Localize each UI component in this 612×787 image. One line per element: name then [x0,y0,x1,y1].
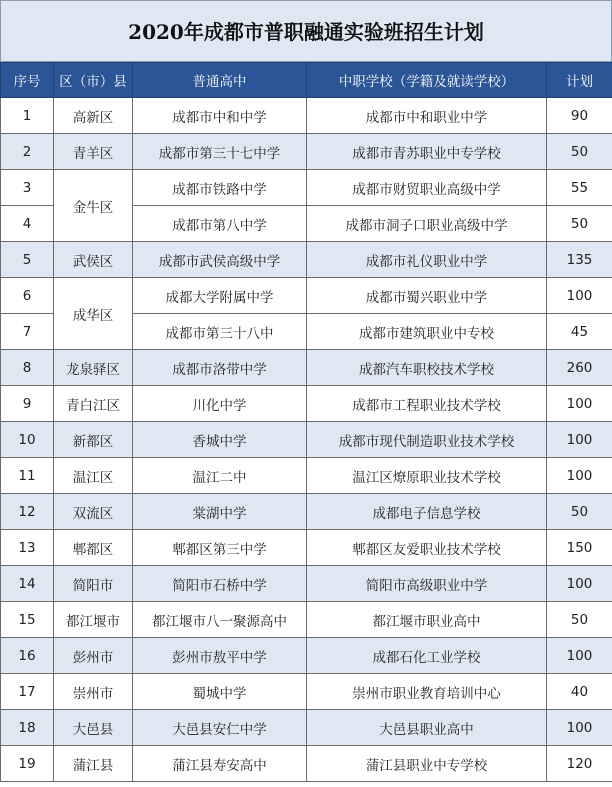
cell-high-school: 都江堰市八一聚源高中 [133,602,307,638]
cell-no: 9 [1,386,54,422]
cell-high-school: 成都市第八中学 [133,206,307,242]
header-row [1,63,612,98]
cell-vocational-school: 成都市蜀兴职业中学 [307,278,547,314]
cell-plan: 50 [547,494,612,530]
table-row [1,602,612,638]
header-vocational-school: 中职学校（学籍及就读学校） [307,63,547,98]
cell-high-school: 成都市洛带中学 [133,350,307,386]
cell-vocational-school: 成都石化工业学校 [307,638,547,674]
table-row [1,350,612,386]
cell-no: 1 [1,98,54,134]
cell-district: 双流区 [54,494,133,530]
cell-district: 成华区 [54,278,133,350]
cell-no: 10 [1,422,54,458]
cell-district: 武侯区 [54,242,133,278]
cell-high-school: 成都市武侯高级中学 [133,242,307,278]
cell-plan: 55 [547,170,612,206]
cell-vocational-school: 成都市财贸职业高级中学 [307,170,547,206]
cell-no: 14 [1,566,54,602]
table-row [1,638,612,674]
cell-vocational-school: 郫都区友爱职业技术学校 [307,530,547,566]
cell-no: 4 [1,206,54,242]
cell-district: 高新区 [54,98,133,134]
cell-no: 7 [1,314,54,350]
cell-high-school: 彭州市敖平中学 [133,638,307,674]
cell-no: 17 [1,674,54,710]
cell-high-school: 成都市第三十八中 [133,314,307,350]
cell-no: 11 [1,458,54,494]
cell-district: 青羊区 [54,134,133,170]
table-row [1,710,612,746]
cell-no: 3 [1,170,54,206]
cell-plan: 45 [547,314,612,350]
cell-no: 16 [1,638,54,674]
cell-plan: 100 [547,566,612,602]
cell-no: 8 [1,350,54,386]
table-row [1,386,612,422]
table-row [1,674,612,710]
cell-plan: 50 [547,206,612,242]
cell-high-school: 川化中学 [133,386,307,422]
header-no: 序号 [1,63,54,98]
cell-district: 蒲江县 [54,746,133,782]
cell-no: 15 [1,602,54,638]
table-row [1,746,612,782]
cell-district: 简阳市 [54,566,133,602]
cell-plan: 40 [547,674,612,710]
cell-vocational-school: 成都市建筑职业中专校 [307,314,547,350]
cell-plan: 135 [547,242,612,278]
cell-vocational-school: 成都市工程职业技术学校 [307,386,547,422]
page-title: 2020年成都市普职融通实验班招生计划 [0,0,612,62]
cell-high-school: 简阳市石桥中学 [133,566,307,602]
cell-district: 崇州市 [54,674,133,710]
cell-district: 温江区 [54,458,133,494]
cell-plan: 100 [547,278,612,314]
cell-district: 新都区 [54,422,133,458]
table-row [1,170,612,206]
cell-district: 都江堰市 [54,602,133,638]
header-district: 区（市）县 [54,63,133,98]
cell-district: 青白江区 [54,386,133,422]
table-row [1,422,612,458]
cell-no: 2 [1,134,54,170]
table-row [1,530,612,566]
cell-plan: 50 [547,602,612,638]
cell-vocational-school: 成都市中和职业中学 [307,98,547,134]
cell-high-school: 蒲江县寿安高中 [133,746,307,782]
cell-plan: 120 [547,746,612,782]
cell-high-school: 香城中学 [133,422,307,458]
cell-district: 彭州市 [54,638,133,674]
cell-plan: 100 [547,458,612,494]
cell-plan: 100 [547,422,612,458]
cell-no: 12 [1,494,54,530]
cell-plan: 100 [547,638,612,674]
cell-plan: 50 [547,134,612,170]
cell-no: 6 [1,278,54,314]
cell-vocational-school: 成都电子信息学校 [307,494,547,530]
cell-plan: 100 [547,710,612,746]
cell-vocational-school: 温江区燎原职业技术学校 [307,458,547,494]
enrollment-table [0,62,612,782]
cell-no: 13 [1,530,54,566]
cell-plan: 260 [547,350,612,386]
header-plan: 计划 [547,63,612,98]
cell-high-school: 蜀城中学 [133,674,307,710]
table-row [1,566,612,602]
cell-vocational-school: 成都市礼仪职业中学 [307,242,547,278]
cell-high-school: 成都市第三十七中学 [133,134,307,170]
cell-high-school: 棠湖中学 [133,494,307,530]
table-row [1,242,612,278]
cell-high-school: 成都市铁路中学 [133,170,307,206]
cell-vocational-school: 崇州市职业教育培训中心 [307,674,547,710]
table-row [1,134,612,170]
table-row [1,494,612,530]
cell-high-school: 郫都区第三中学 [133,530,307,566]
cell-vocational-school: 简阳市高级职业中学 [307,566,547,602]
cell-district: 郫都区 [54,530,133,566]
cell-high-school: 大邑县安仁中学 [133,710,307,746]
cell-plan: 90 [547,98,612,134]
cell-vocational-school: 大邑县职业高中 [307,710,547,746]
cell-no: 18 [1,710,54,746]
header-high-school: 普通高中 [133,63,307,98]
cell-district: 金牛区 [54,170,133,242]
cell-district: 大邑县 [54,710,133,746]
table-row [1,458,612,494]
cell-vocational-school: 成都市洞子口职业高级中学 [307,206,547,242]
cell-high-school: 温江二中 [133,458,307,494]
cell-vocational-school: 成都市青苏职业中专学校 [307,134,547,170]
cell-district: 龙泉驿区 [54,350,133,386]
cell-no: 19 [1,746,54,782]
cell-vocational-school: 成都汽车职校技术学校 [307,350,547,386]
cell-vocational-school: 蒲江县职业中专学校 [307,746,547,782]
cell-no: 5 [1,242,54,278]
table-row [1,98,612,134]
cell-vocational-school: 都江堰市职业高中 [307,602,547,638]
cell-plan: 100 [547,386,612,422]
cell-vocational-school: 成都市现代制造职业技术学校 [307,422,547,458]
table-row [1,278,612,314]
cell-plan: 150 [547,530,612,566]
cell-high-school: 成都市中和中学 [133,98,307,134]
cell-high-school: 成都大学附属中学 [133,278,307,314]
